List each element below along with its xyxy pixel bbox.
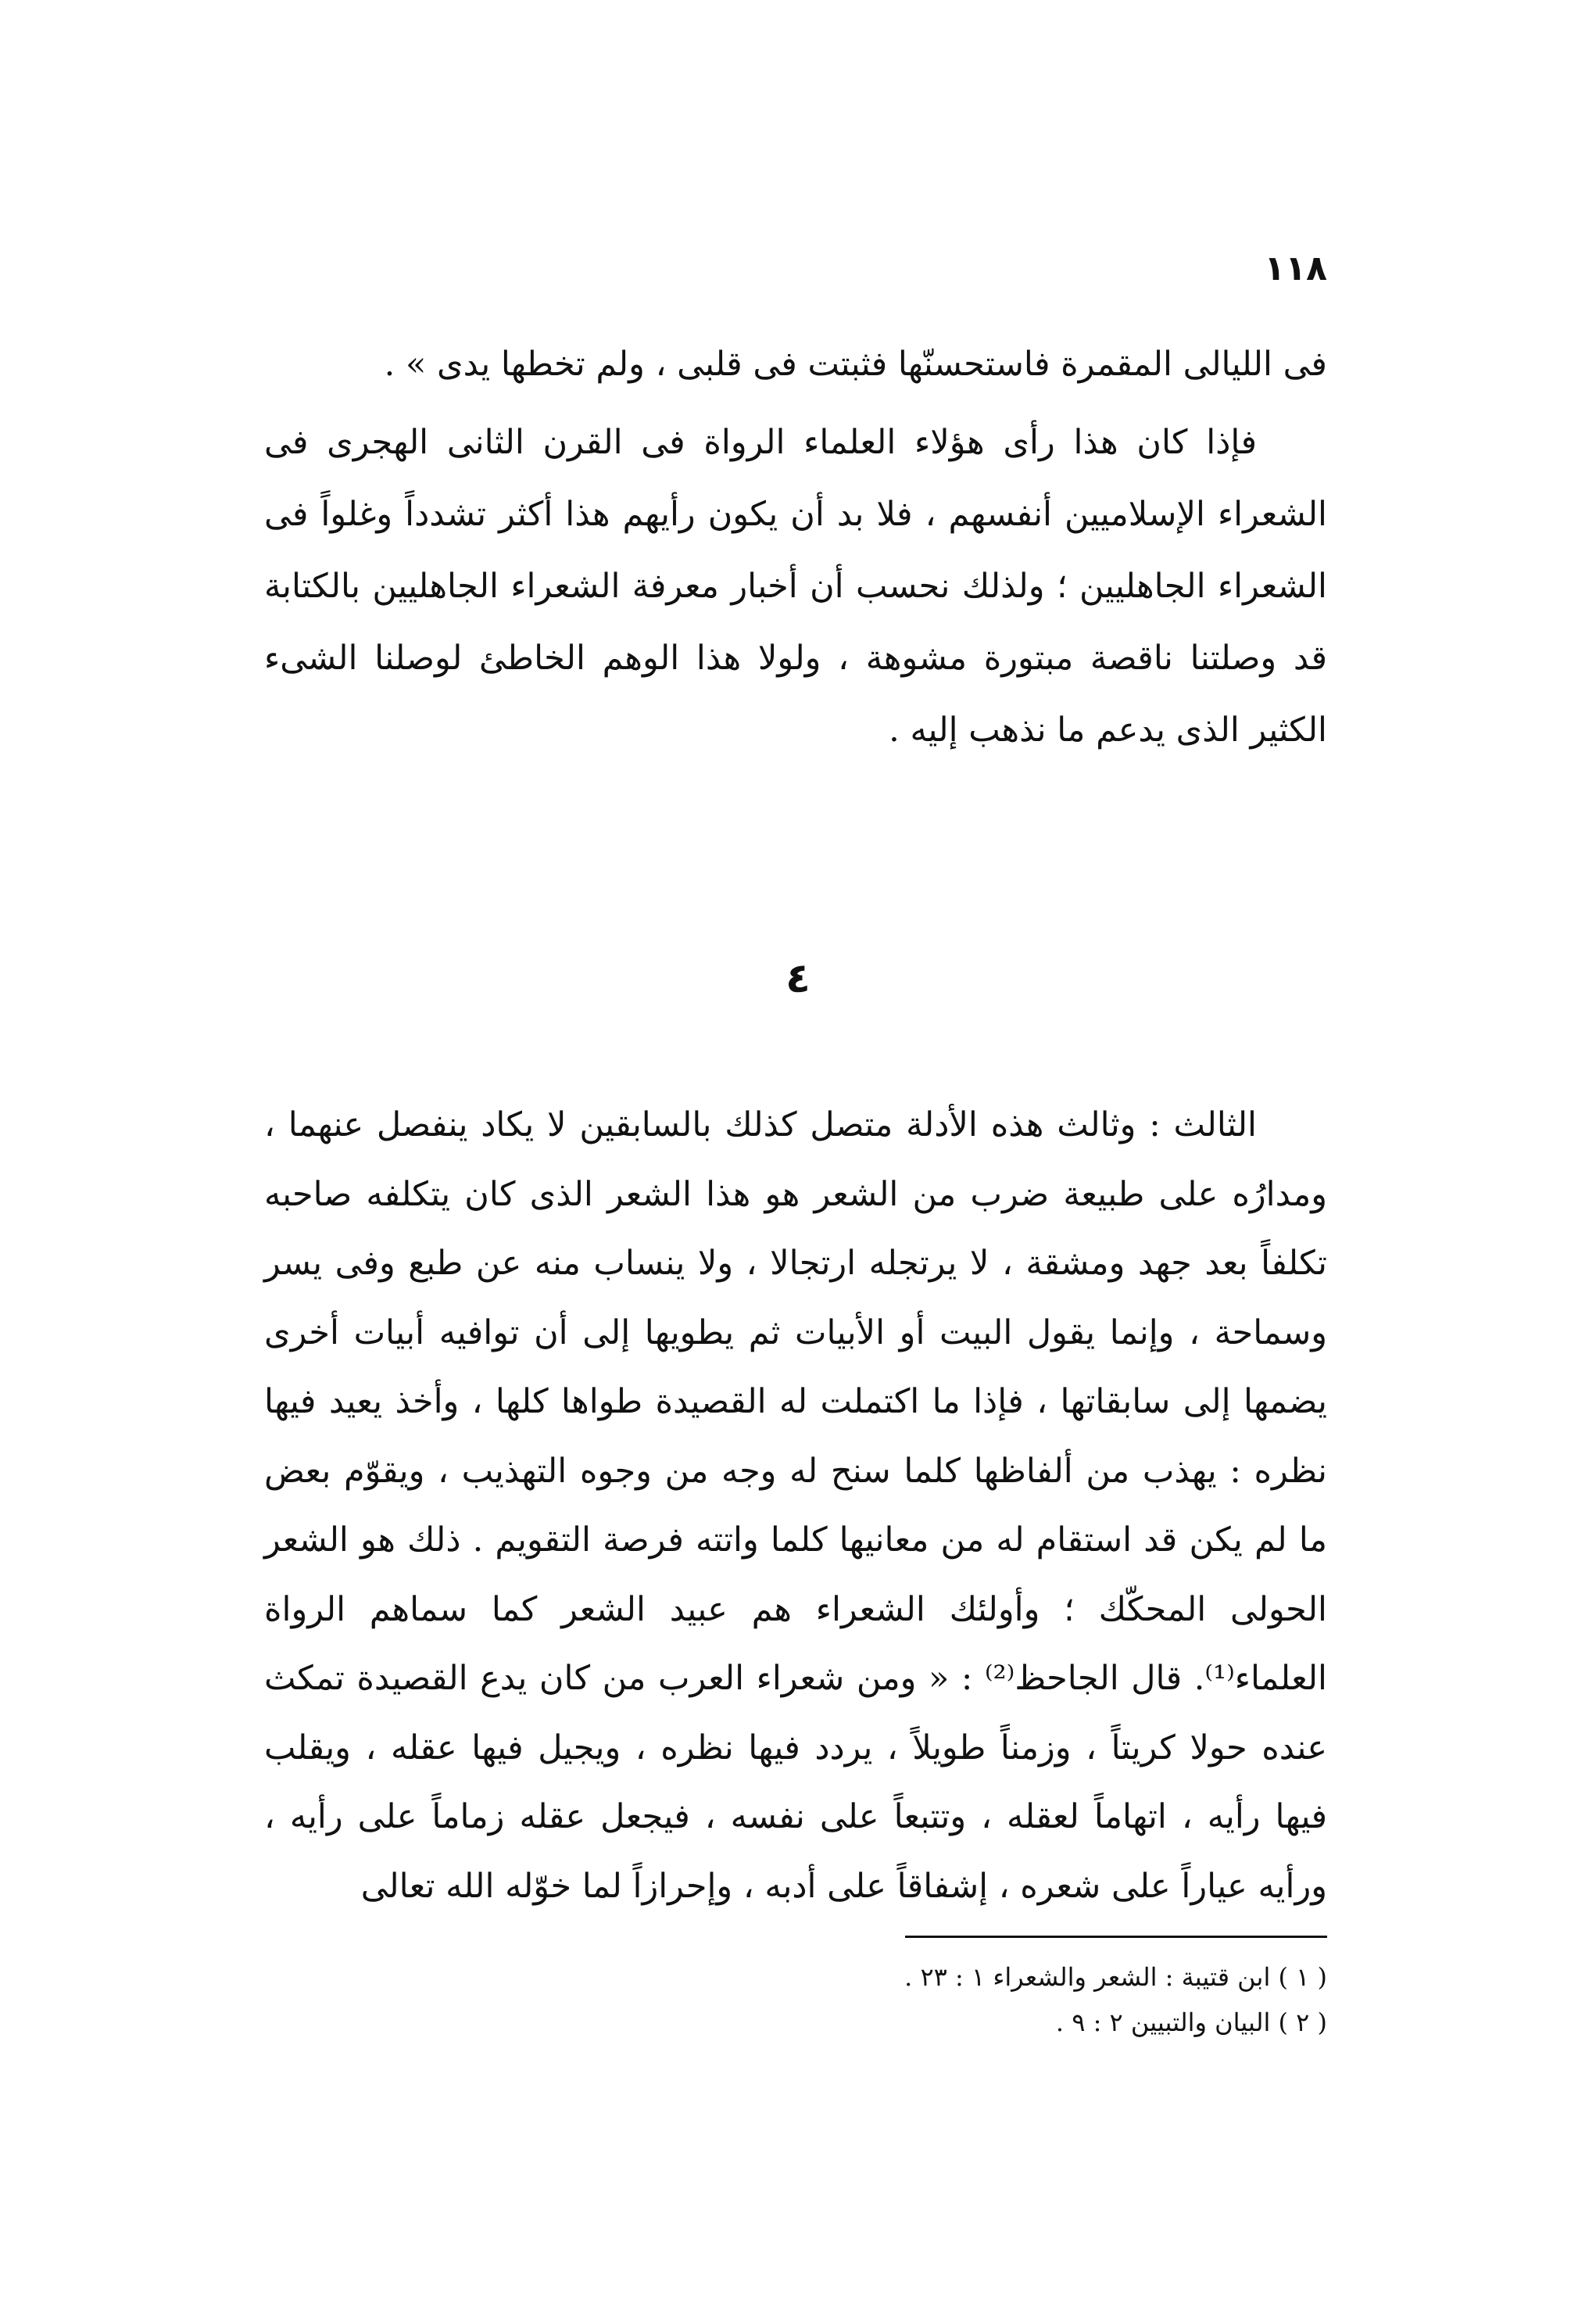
footnotes xyxy=(624,1954,1327,2045)
paragraph-first: فإذا كان هذا رأى هؤلاء العلماء الرواة فى القرن الثانى الهجرى فى الشعراء الإسلاميين أنفسهم ، فلا بد أن يكون رأيهم هذا أكثر تشدداً وغلواً فى الشعراء الجاهليين ؛ ولذلك نحسب أن أخبار معرفة الشعراء الجاهليين بالكتابة قد وصلتنا ناقصة مبتورة مشوهة ، ولولا هذا الوهم الخاطئ لوصلنا الشىء الكثير الذى يدعم ما نذهب إليه . xyxy=(264,423,1327,750)
paragraph-continuation: فى الليالى المقمرة فاستحسنّها فثبتت فى قلبى ، ولم تخطها يدى » . xyxy=(384,345,1327,384)
paragraph-third-evidence: الثالث : وثالث هذه الأدلة متصل كذلك بالسابقين لا يكاد ينفصل عنهما ، ومدارُه على طبيعة ضرب من الشعر هو هذا الشعر الذى كان يتكلفه صاحبه تكلفاً بعد جهد ومشقة ، لا يرتجله ارتجالا ، ولا ينساب منه عن طبع وفى يسر وسماحة ، وإنما يقول البيت أو الأبيات ثم يطويها إلى أن توافيه أبيات أخرى يضمها إلى سابقاتها ، فإذا ما اكتملت له القصيدة طواها كلها ، وأخذ يعيد فيها نظره : يهذب من ألفاظها كلما سنح له وجه من وجوه التهذيب ، ويقوّم بعض ما لم يكن قد استقام له من معانيها كلما واتته فرصة التقويم . ذلك هو الشعر الحولى المحكّك ؛ وأولئك الشعراء هم عبيد الشعر كما سماهم الرواة العلماء⁽¹⁾. قال الجاحظ⁽²⁾ : « ومن شعراء العرب من كان يدع القصيدة تمكث عنده حولا كريتاً ، وزمناً طويلاً ، يردد فيها نظره ، ويجيل فيها عقله ، ويقلب فيها رأيه ، اتهاماً لعقله ، وتتبعاً على نفسه ، فيجعل عقله زماماً على رأيه ، ورأيه عياراً على شعره ، إشفاقاً على أدبه ، وإحرازاً لما خوّله الله تعالى xyxy=(264,1105,1327,1906)
footnote-1: ( ١ ) ابن قتيبة : الشعر والشعراء ١ : ٢٣ . xyxy=(904,1962,1327,1992)
section-number: ٤ xyxy=(785,955,811,1002)
footnote-2: ( ٢ ) البيان والتبيين ٢ : ٩ . xyxy=(1055,2008,1327,2037)
footnote-divider xyxy=(905,1936,1327,1938)
page-number: ١١٨ xyxy=(1264,249,1327,288)
